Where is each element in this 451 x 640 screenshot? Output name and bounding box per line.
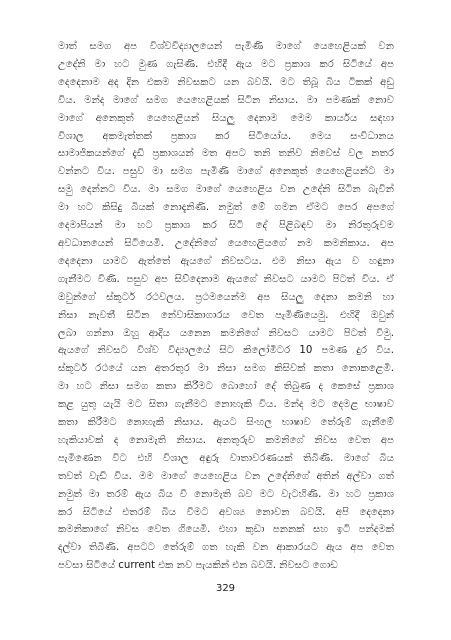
- page-number: 329: [215, 583, 236, 594]
- text-line: ස්කූටර් රථයේ යන අතරතුර මා නිසා සමග කිසිවක් කතා නොකළෙමි.: [58, 363, 394, 375]
- text-line: හැකියාවක් ද නොමැති නිසාය. අනතුරුව කමනිගේ නිවස වෙත අප: [58, 434, 394, 446]
- text-line: ඇයගේ නිවසට විශ්ව විද්‍යාලයේ සිට කිලෝමීටර 10 පමණ දුර විය.: [58, 345, 394, 357]
- text-line: කමනිකාගේ නිවස වෙත ගියෙමි. එහා කුඩා පනනක් සහ ඉටි පන්දමක්: [58, 524, 394, 536]
- text-line: කර සිටියේ එතරම් බිය වීමට අවශ්‍ය නොවන බවයි. අපි දෙදෙනා: [58, 506, 394, 518]
- text-line: පැමිණෙන විට එහි විශාල අඳුරු වාතාවරණයක් තිබිණි. මාගේ බිය: [58, 452, 394, 464]
- text-line: මාගේ අනෙකුත් යෙහෙළියන් සියලු දෙනාම මෙම කාර්යය සඳහා: [58, 112, 394, 124]
- text-line: දෙදෙනාම අද දින එකම නිවසකට යන බවයි. මට තිබූ බිය ටිකක් අඩු: [58, 76, 394, 88]
- text-line: විය. මන්ද මාගේ සමග යෙහෙළියක් සිටින නිසාය. මා පමණක් නොව: [58, 94, 394, 106]
- text-line: කළ යුතු යැයි මට සිතා ගැනීමට නොහැකි විය. මන්ද මට දෙමළ භාෂාව: [58, 399, 394, 411]
- text-line: අවධානයෙන් සිටියෙමි. උදේනිගේ යෙහෙළියගේ නම කමනිකාය. අප: [58, 237, 394, 249]
- text-line: උදේනි මා හට මුණ ගැසිණි. එහිදී ඇය මට ප්‍රකාශ කර සිටියේ අප: [58, 58, 394, 70]
- text-line: මා හට කිසිදු බියක් නොදැනිණි. නමුත් මේ ගමන ඒමට පෙර අපගේ: [58, 202, 394, 214]
- text-line: සමු දෙන්නට විය. මා සමග මාගේ යෙහෙළිය වන උදේනි සිටින බැවින්: [58, 184, 394, 196]
- text-line: විශාල අකමැත්තක් ප්‍රකාශ කර සිටියෝය. මෙය සංවිධානය: [58, 130, 394, 142]
- text-line: සාමාජිකයන්ගේ දැඩි ප්‍රකාශයන් මත අපට තනි තනිව නිවෙස් වල නතර: [58, 148, 394, 160]
- text-line: වන්නට විය. පසුව මා සමග පැමිණි මාගේ අනෙකුත් යෙහෙළියන්ට මා: [58, 166, 394, 178]
- body-text: [58, 38, 394, 575]
- text-line: පවසා සිටියේ current එක නව පැයකින් එන බවයි. නිවසට ගොඩ: [58, 560, 338, 572]
- text-line: තවත් වැඩි විය. මම මාගේ යෙහෙළිය වන උදේනිගේ අතින් අල්වා ගත්: [58, 470, 394, 482]
- text-line: මා හට නිසා සමග කතා කිරීමට බොහෝ දේ තිබුණ ද කෙසේ ප්‍රකාශ: [58, 381, 394, 393]
- text-line: කතා කිරීමට නොහැකි නිසාය. ඇයට සිංහල භාෂාව තේරුම් ගැනීමේ: [58, 417, 394, 429]
- text-line: ලබා ගන්නා ඔහු ආදිය යනෙන කමනිගේ නිවසට යාමට පිටත් විමු.: [58, 327, 394, 339]
- text-line: දෙමාපියන් මා හට ප්‍රකාශ කර සිටි දේ පිළිබඳව මා නිරතුරුවම: [58, 220, 394, 232]
- text-line: දෙදෙනා යාමට ඇත්තේ ඇයගේ නිවසටය. එම නිසා ඇය ව හඳුනා: [58, 255, 394, 267]
- text-line: ගැනීමට විණි. පසුව අප සිව්දෙනාම ඇයගේ නිවසට යාමට පිටත් විය. ඒ: [58, 273, 394, 285]
- text-line: නිසා නැවතී සිටින නේවාසිකාගාරය වෙත පැමිණියෙමු. එහිදී ඔවුන්: [58, 309, 394, 321]
- text-line: නමුත් මා තරම් ඇය බිය වී නොමැති බව මට වැටහිණි. මා හට ප්‍රකාශ: [58, 488, 394, 500]
- text-line: මාත් සමග අප විශ්වවිද්‍යාලයෙන් පැමිණි මාගේ යෙහෙළියක් වන: [58, 41, 394, 52]
- text-line: දල්වා තිබිණි. අපටට තේරුම් ගත හැකි වන ආකාරයට ඇය අප වෙත: [58, 542, 394, 554]
- text-line: ඔවුන්ගේ ස්කූටර් රථවලය. ප්‍රථමයෙන්ම අප සියලු දෙනා කමනි හා: [58, 291, 394, 303]
